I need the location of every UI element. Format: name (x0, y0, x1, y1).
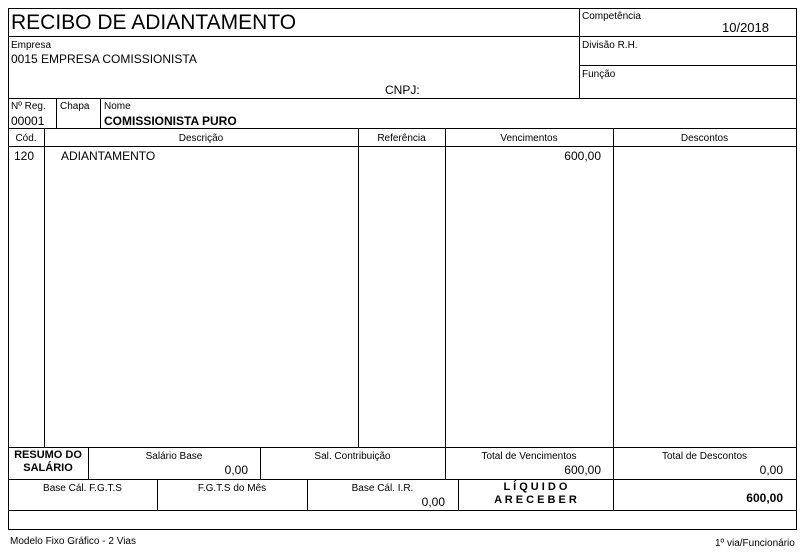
frame-right-line (796, 8, 797, 530)
total-vencimentos-value: 600,00 (564, 463, 601, 477)
col-line-vencimentos (613, 128, 614, 447)
cnpj-label: CNPJ: (385, 83, 420, 97)
salario-base-value: 0,00 (224, 463, 248, 477)
header-referencia: Referência (377, 133, 426, 144)
header-vencimentos: Vencimentos (500, 133, 558, 144)
row-vencimentos: 600,00 (564, 149, 601, 163)
frame-top-line (8, 8, 797, 9)
funcao-label: Função (582, 69, 616, 80)
header-descricao: Descrição (178, 133, 224, 144)
nome-label: Nome (104, 101, 131, 112)
resumo-label-2: SALÁRIO (23, 462, 73, 474)
via-footer: 1º via/Funcionário (715, 538, 795, 549)
table-header-line (8, 146, 797, 147)
header-line-3 (8, 98, 797, 99)
row-descricao: ADIANTAMENTO (61, 149, 156, 163)
fgts-mes-label: F.G.T.S do Mês (197, 483, 267, 494)
summary-mid-line (8, 479, 797, 480)
competencia-label: Competência (582, 11, 641, 22)
empresa-label: Empresa (11, 40, 52, 51)
reg-value: 00001 (11, 114, 45, 128)
header-cod: Cód. (15, 133, 37, 144)
header-line-2 (579, 65, 797, 66)
total-descontos-value: 0,00 (759, 463, 783, 477)
sal-contribuicao-label: Sal. Contribuição (314, 451, 391, 462)
base-ir-value: 0,00 (421, 495, 445, 509)
employee-divider-2 (100, 98, 101, 128)
col-line-descricao (358, 128, 359, 447)
liquido-label-1: L Í Q U I D O (503, 481, 568, 493)
header-descontos: Descontos (680, 133, 729, 144)
salario-base-label: Salário Base (145, 451, 203, 462)
chapa-label: Chapa (60, 101, 90, 112)
col-line-cod (44, 128, 45, 447)
frame-bottom-line (8, 529, 797, 530)
header-line-1 (8, 36, 797, 37)
liquido-value: 600,00 (746, 491, 783, 505)
modelo-footer: Modelo Fixo Gráfico - 2 Vias (10, 536, 136, 547)
reg-label: Nº Reg. (11, 101, 46, 112)
base-fgts-label: Base Cál. F.G.T.S (43, 483, 122, 494)
header-divider (579, 8, 580, 99)
liquido-label-2: A R E C E B E R (494, 494, 577, 506)
total-vencimentos-label: Total de Vencimentos (481, 451, 577, 462)
col-line-referencia (445, 128, 446, 447)
empresa-value: 0015 EMPRESA COMISSIONISTA (11, 52, 197, 66)
summary-bottom-line (8, 510, 797, 511)
base-ir-label: Base Cál. I.R. (351, 483, 414, 494)
row-cod: 120 (14, 149, 35, 163)
resumo-label-1: RESUMO DO (14, 449, 82, 461)
total-descontos-label: Total de Descontos (661, 451, 748, 462)
nome-value: COMISSIONISTA PURO (104, 114, 237, 128)
employee-bottom-line (8, 128, 797, 129)
competencia-value: 10/2018 (722, 20, 769, 35)
divisao-label: Divisão R.H. (582, 40, 638, 51)
document-title: RECIBO DE ADIANTAMENTO (11, 11, 297, 34)
summary-top-line (8, 447, 797, 448)
employee-divider-1 (56, 98, 57, 128)
